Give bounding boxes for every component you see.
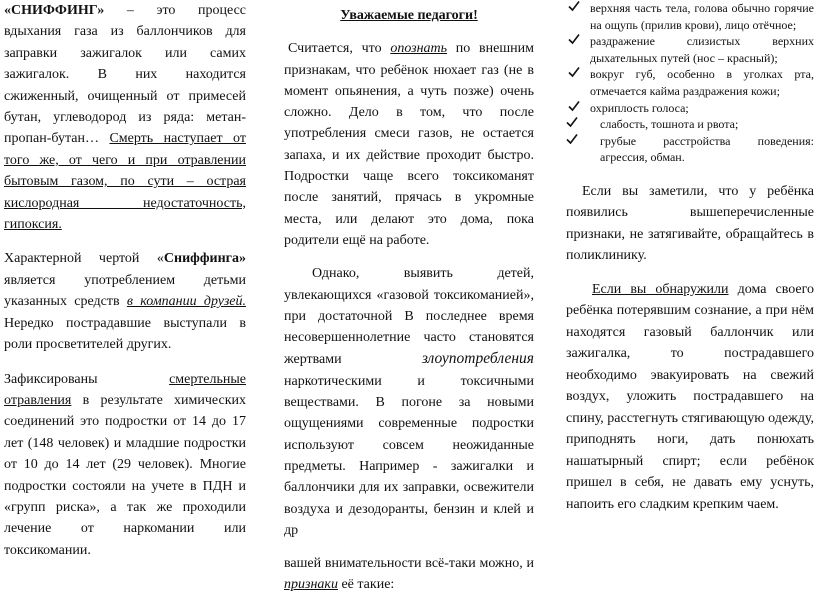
text-run: в результате химических соединений это подростки от 14 до 17 лет (148 человек) и младшие подростки от 10 до 14 лет (29 человек). Многие подростки состояли на учете в ПДН и «групп риска», а так же проходили лечение от наркомании или токсикомании. [4,392,246,558]
text-run: Зафиксированы [4,371,170,387]
list-item [566,0,814,33]
list-item [566,116,814,133]
text-run: наркотическими и токсичными веществами. В погоне за новыми ощущениями современные подростки используют совсем неожиданные предметы. Например - зажигалки и баллончики для их заправки, освежители воздуха и дезодоранты, бензин и клей и др [284,373,534,538]
paragraph-statistics [4,369,246,562]
column-middle [284,0,534,596]
definition-text: – это процесс вдыхания газа из баллончиков для заправки зажигалок или самих зажигалок. В них находится сжиженный, очищенный от примесей бутан, углеводород из ряда: метан-пропан-бутан… [4,3,246,147]
paragraph-if-found [566,279,814,516]
list-item-text: грубые расстройства поведения: агрессия, обман. [600,133,814,165]
checkmark-icon [568,0,580,12]
list-item-text: охриплость голоса; [590,100,689,115]
checkmark-icon [568,66,580,78]
checkmark-icon [566,133,578,145]
list-item [566,133,814,166]
signs-list [566,0,814,166]
paragraph-signs-intro [284,553,534,596]
list-item-text: вокруг губ, особенно в уголках рта, отмечается кайма раздражения кожи; [590,67,814,98]
text-run: её такие: [337,577,395,593]
paragraph-if-noticed: Если вы заметили, что у ребёнка появились вышеперечисленные признаки, не затягивайте, обращайтесь в поликлинику. [566,183,814,264]
text-run: является употреблением детьми указанных средств [4,272,246,310]
list-item-text: раздражение слизистых верхних дыхательных путей (нос – красный); [590,34,814,65]
paragraph-however [284,263,534,541]
checkmark-icon [568,33,580,45]
paragraph-characteristic [4,248,246,355]
death-cause-text: Смерть наступает от того же, от чего и при отравлении бытовым газом, по сути – острая кислородная недостаточность, гипоксия. [4,131,246,233]
emphasis-recognize: опознать [390,41,448,57]
text-run: по внешним признакам, что ребёнок нюхает газ (не в момент опьянения, а чуть позже) очень сложно. Дело в том, что после употребления смеси газов, не остается запаха, и их действие проходит быстро. Подростки чаще всего токсикоманят после занятий, прячась в укромные места, или делают это дома, пока родители ещё на работе. [284,41,534,248]
column-left [4,0,246,561]
column-right [566,0,814,515]
paragraph-sniffing-definition [4,0,246,235]
text-run: Однако, выявить детей, увлекающихся «газовой токсикоманией», при достаточной В последнее время несовершеннолетние часто становятся жертвами [284,266,534,368]
text-run: Нередко пострадавшие выступали в роли просветителей других. [4,315,246,353]
emphasis-signs: признаки [284,577,338,593]
term-sniffing-bold: Сниффинга» [163,251,246,267]
emphasis-if-found: Если вы обнаружили [592,281,729,297]
checkmark-icon [568,100,580,112]
checkmark-icon [566,116,578,128]
text-run: дома своего ребёнка потерявшим сознание, а при нём находятся газовый баллончик или зажигалка, то пострадавшего необходимо эвакуировать на свежий воздух, уложить пострадавшего на спину, расстегнуть стягивающую одежду, приподнять ноги, дать понюхать нашатырный спирт; если ребёнок пришел в себя, не давать ему уснуть, напоить его сладким крепким чаем. [566,281,814,512]
emphasis-friends: в компании друзей. [126,294,247,310]
list-item [566,100,814,117]
text-run: вашей внимательности всё-таки можно, и [284,556,534,572]
list-item-text: верхняя часть тела, голова обычно горячие на ощупь (прилив крови), лицо отёчное; [590,1,814,32]
emphasis-fatal: смертельные отравления [4,371,246,408]
text-run: Характерной чертой « [4,251,164,267]
list-item-text: слабость, тошнота и рвота; [600,117,739,132]
paragraph-detection [284,38,534,251]
heading-dear-teachers: Уважаемые педагоги! [340,8,478,23]
list-item [566,66,814,99]
term-sniffing: «СНИФФИНГ» [4,3,105,18]
emphasis-abuse: злоупотребления [421,350,534,368]
text-run: Считается, что [288,41,391,57]
list-item [566,33,814,66]
